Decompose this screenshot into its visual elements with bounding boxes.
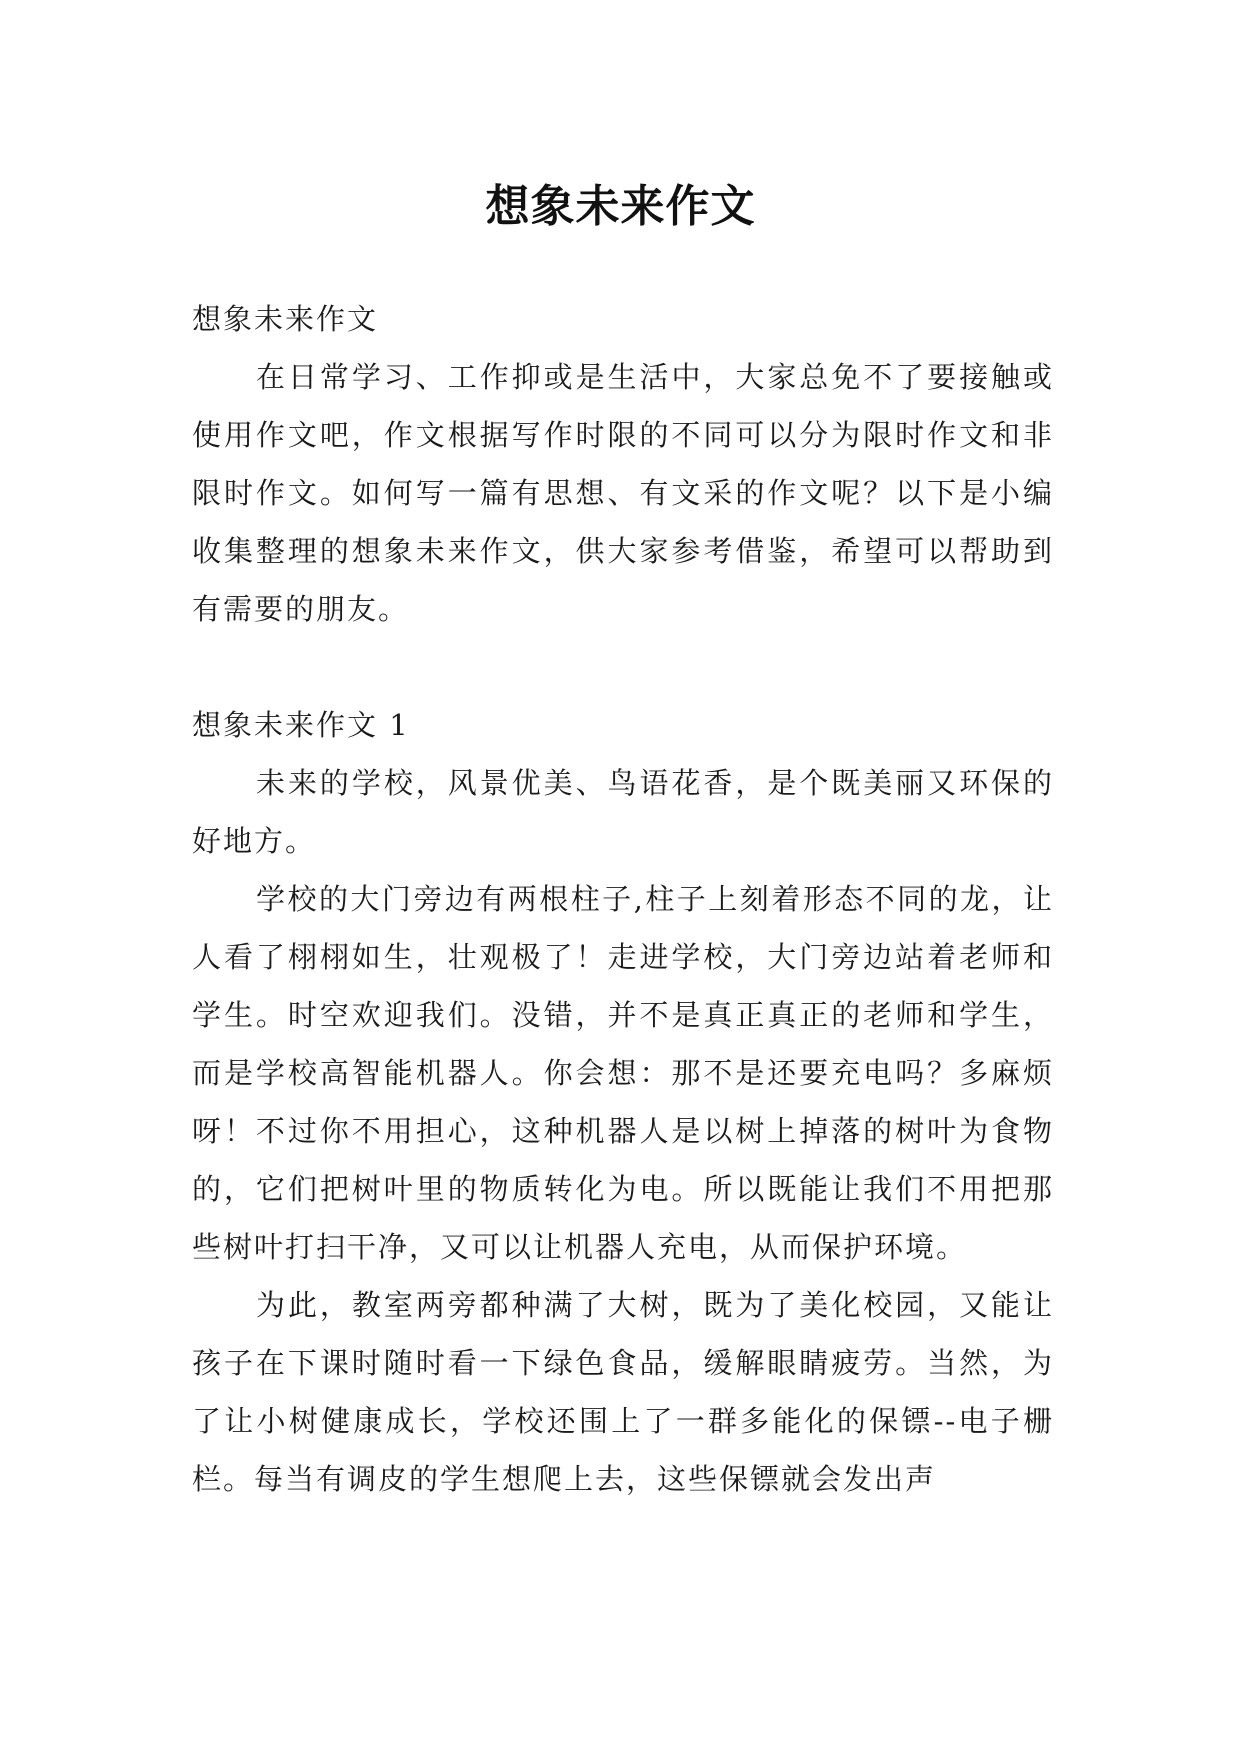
- document-title: 想象未来作文: [485, 181, 756, 233]
- essay-paragraph: 学校的大门旁边有两根柱子,柱子上刻着形态不同的龙，让人看了栩栩如生，壮观极了！走进学校，大门旁边站着老师和学生。时空欢迎我们。没错，并不是真正真正的老师和学生，而是学校高智能机器人。你会想：那不是还要充电吗？多麻烦呀！不过你不用担心，这种机器人是以树上掉落的树叶为食物的，它们把树叶里的物质转化为电。所以既能让我们不用把那些树叶打扫干净，又可以让机器人充电，从而保护环境。: [192, 882, 1054, 1264]
- intro-paragraph: 在日常学习、工作抑或是生活中，大家总免不了要接触或使用作文吧，作文根据写作时限的不同可以分为限时作文和非限时作文。如何写一篇有思想、有文采的作文呢？以下是小编收集整理的想象未来作文，供大家参考借鉴，希望可以帮助到有需要的朋友。: [192, 360, 1054, 626]
- essay-paragraph: 未来的学校，风景优美、鸟语花香，是个既美丽又环保的好地方。: [192, 766, 1054, 858]
- intro-heading: 想象未来作文: [192, 302, 379, 336]
- section-gap: [192, 638, 1054, 696]
- essay-heading: 想象未来作文 1: [192, 708, 410, 742]
- document-body: [192, 290, 1054, 1508]
- essay-paragraph: 为此，教室两旁都种满了大树，既为了美化校园，又能让孩子在下课时随时看一下绿色食品，缓解眼睛疲劳。当然，为了让小树健康成长，学校还围上了一群多能化的保镖--电子栅栏。每当有调皮的学生想爬上去，这些保镖就会发出声: [192, 1288, 1054, 1496]
